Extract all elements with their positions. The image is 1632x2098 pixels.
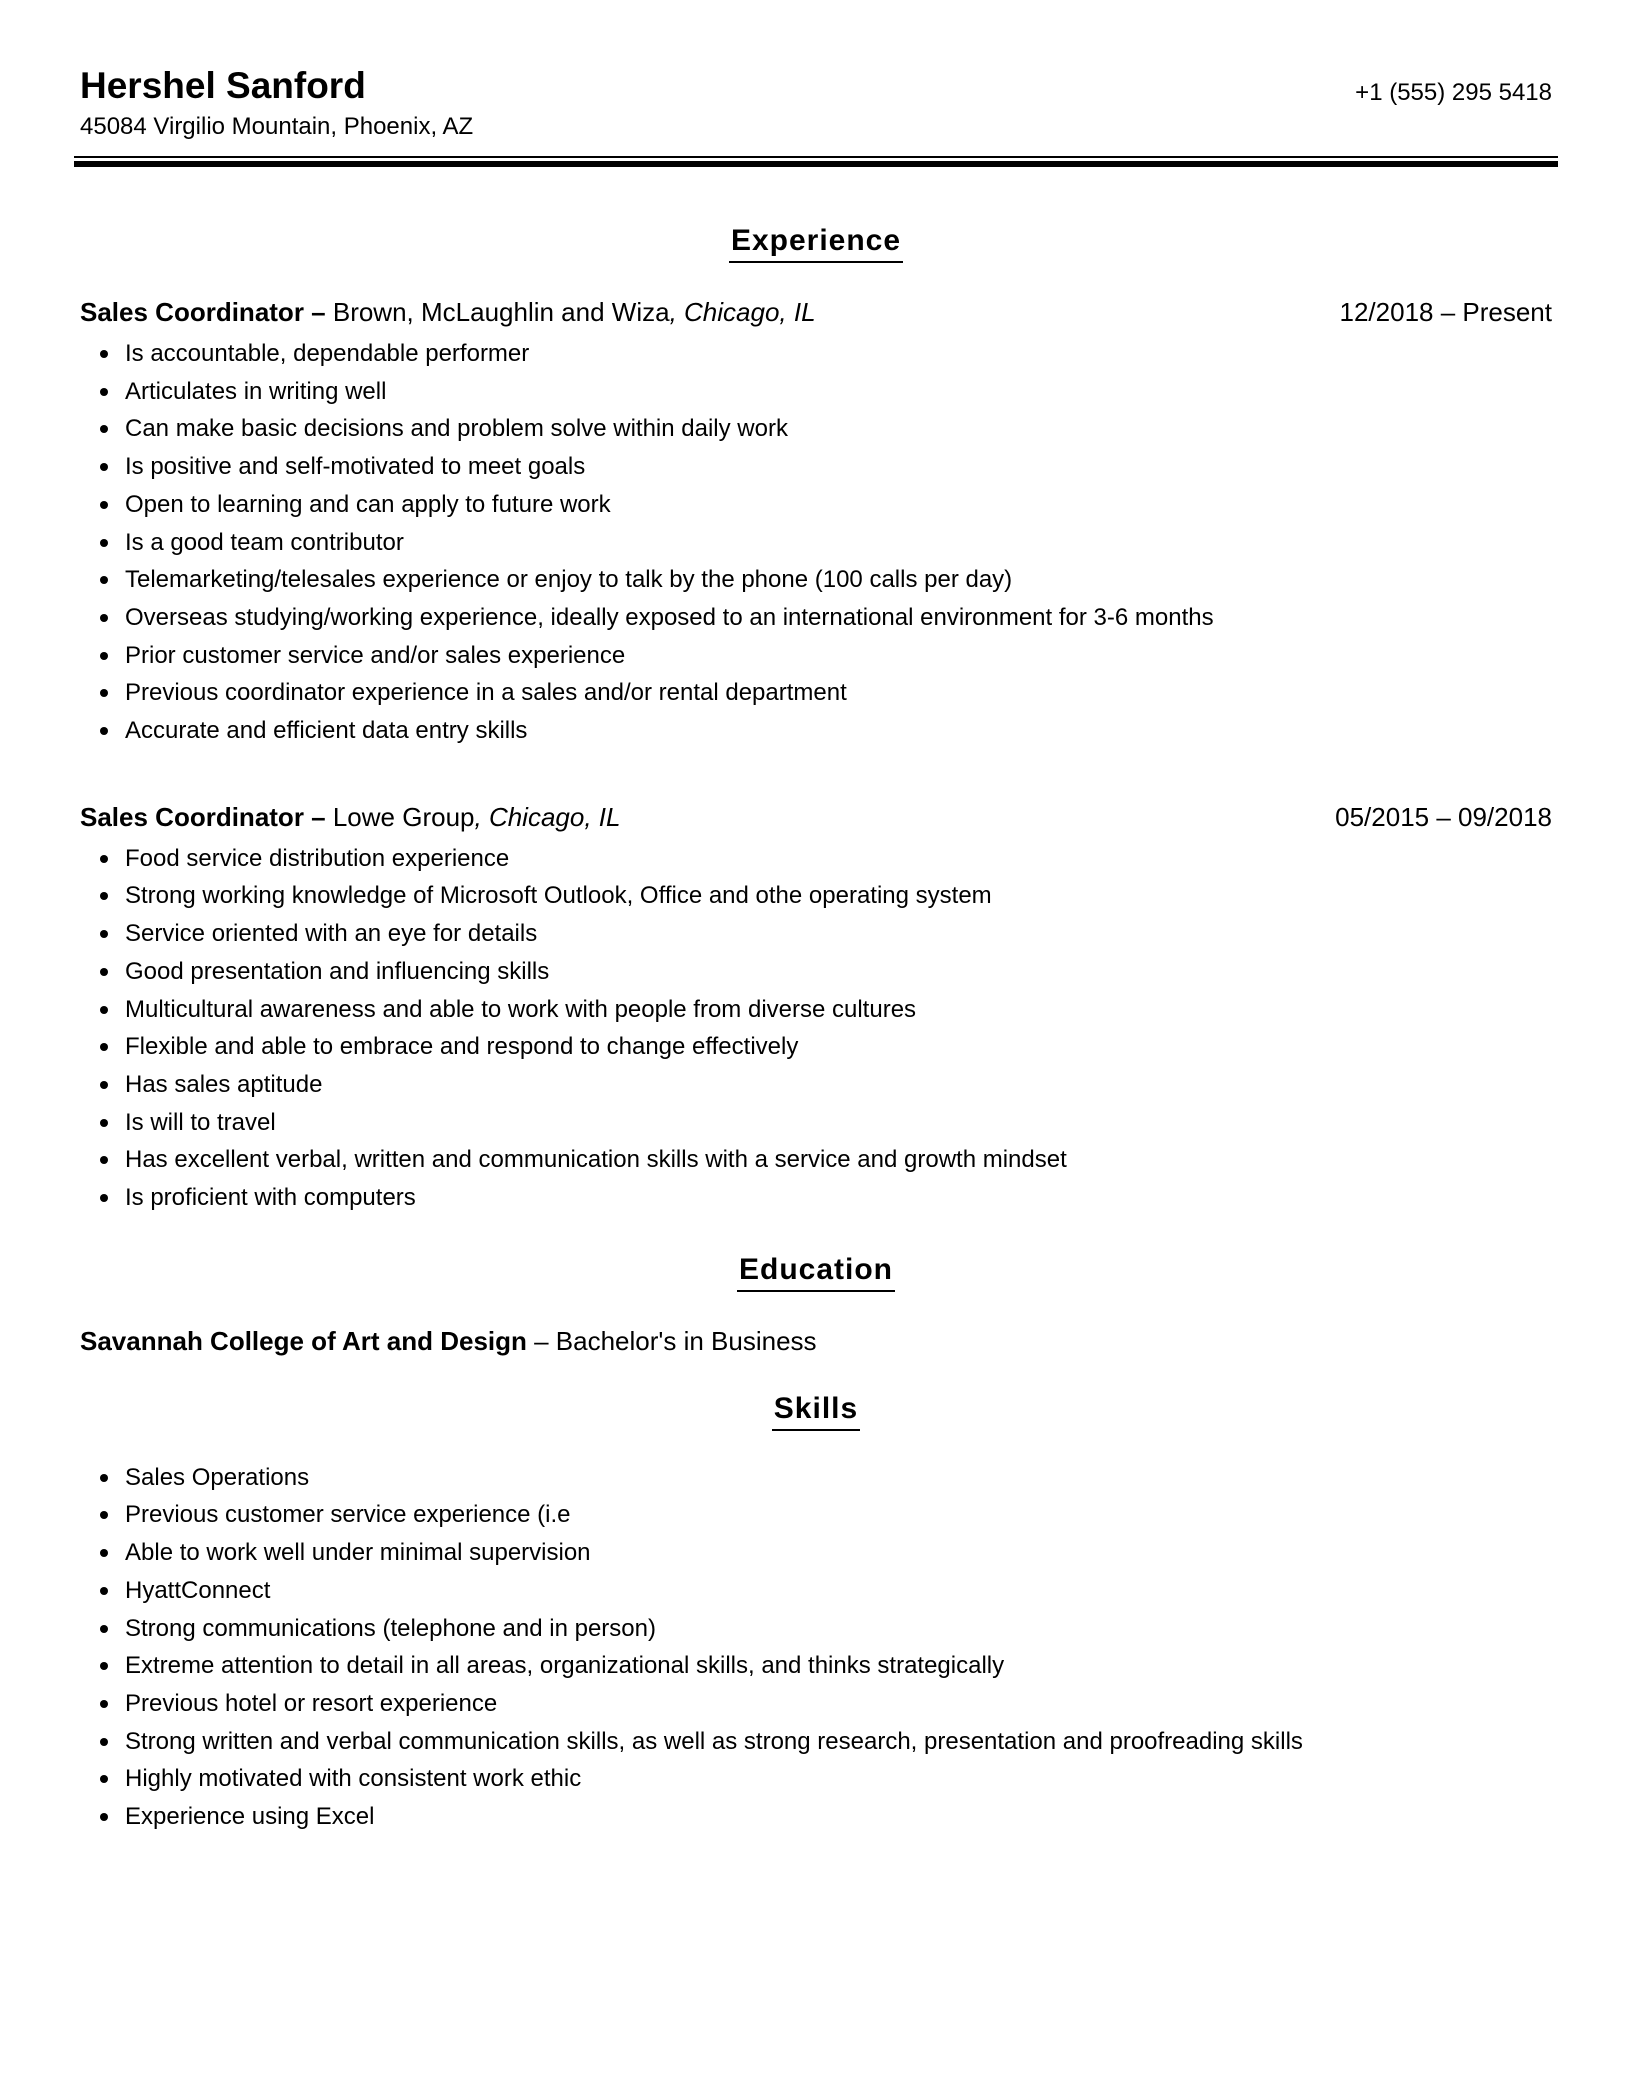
list-item: Is positive and self-motivated to meet goals xyxy=(125,448,1552,486)
list-item: Overseas studying/working experience, ideally exposed to an international environment for 3-6 months xyxy=(125,599,1552,637)
company: Lowe Group xyxy=(325,801,475,832)
skill-item: Strong written and verbal communication skills, as well as strong research, presentation and proofreading skills xyxy=(125,1723,1552,1761)
job-entry xyxy=(80,798,1552,1217)
job-title: Sales Coordinator – xyxy=(80,297,326,327)
skills-list xyxy=(80,1459,1552,1836)
list-item: Strong working knowledge of Microsoft Outlook, Office and othe operating system xyxy=(125,877,1552,915)
list-item: Can make basic decisions and problem solve within daily work xyxy=(125,410,1552,448)
list-item: Accurate and efficient data entry skills xyxy=(125,712,1552,750)
resume-header xyxy=(80,0,1552,150)
job-dates: 05/2015 – 09/2018 xyxy=(1335,801,1552,832)
job-header xyxy=(80,798,1552,836)
school-name: Savannah College of Art and Design xyxy=(80,1325,527,1356)
list-item: Is a good team contributor xyxy=(125,524,1552,562)
header-divider-thin xyxy=(74,156,1558,158)
list-item: Articulates in writing well xyxy=(125,373,1552,411)
job-title: Sales Coordinator – xyxy=(80,801,326,832)
list-item: Multicultural awareness and able to work with people from diverse cultures xyxy=(125,991,1552,1029)
job-header xyxy=(80,293,1552,331)
skills-heading: Skills xyxy=(80,1390,1552,1431)
skill-item: Previous hotel or resort experience xyxy=(125,1685,1552,1723)
list-item: Has excellent verbal, written and communication skills with a service and growth mindset xyxy=(125,1141,1552,1179)
degree: – Bachelor's in Business xyxy=(526,1325,817,1356)
job-bullets xyxy=(80,840,1552,1217)
skill-item: HyattConnect xyxy=(125,1572,1552,1610)
education-heading: Education xyxy=(80,1251,1552,1292)
skill-item: Extreme attention to detail in all areas, organizational skills, and thinks strategically xyxy=(125,1647,1552,1685)
list-item: Good presentation and influencing skills xyxy=(125,953,1552,991)
list-item: Is accountable, dependable performer xyxy=(125,335,1552,373)
list-item: Is will to travel xyxy=(125,1104,1552,1142)
candidate-address: 45084 Virgilio Mountain, Phoenix, AZ xyxy=(80,113,474,140)
resume-page xyxy=(80,0,1552,1836)
skill-item: Experience using Excel xyxy=(125,1798,1552,1836)
education-entry xyxy=(80,1322,1552,1360)
job-dates: 12/2018 – Present xyxy=(1339,297,1552,327)
skill-item: Able to work well under minimal supervision xyxy=(125,1534,1552,1572)
skill-item: Sales Operations xyxy=(125,1459,1552,1497)
job-entry xyxy=(80,293,1552,750)
experience-list xyxy=(80,293,1552,1217)
list-item: Service oriented with an eye for details xyxy=(125,915,1552,953)
candidate-name: Hershel Sanford xyxy=(80,65,366,106)
list-item: Flexible and able to embrace and respond to change effectively xyxy=(125,1028,1552,1066)
list-item: Previous coordinator experience in a sales and/or rental department xyxy=(125,674,1552,712)
job-location: , Chicago, IL xyxy=(474,801,621,832)
skill-item: Strong communications (telephone and in person) xyxy=(125,1610,1552,1648)
job-bullets xyxy=(80,335,1552,750)
skill-item: Previous customer service experience (i.e xyxy=(125,1496,1552,1534)
list-item: Telemarketing/telesales experience or enjoy to talk by the phone (100 calls per day) xyxy=(125,561,1552,599)
company: Brown, McLaughlin and Wiza xyxy=(325,297,670,327)
list-item: Food service distribution experience xyxy=(125,840,1552,878)
candidate-phone: +1 (555) 295 5418 xyxy=(1355,79,1552,106)
experience-heading: Experience xyxy=(80,222,1552,263)
job-location: , Chicago, IL xyxy=(669,297,816,327)
list-item: Has sales aptitude xyxy=(125,1066,1552,1104)
header-divider-thick xyxy=(74,161,1558,167)
list-item: Open to learning and can apply to future work xyxy=(125,486,1552,524)
list-item: Prior customer service and/or sales experience xyxy=(125,637,1552,675)
skill-item: Highly motivated with consistent work ethic xyxy=(125,1760,1552,1798)
list-item: Is proficient with computers xyxy=(125,1179,1552,1217)
